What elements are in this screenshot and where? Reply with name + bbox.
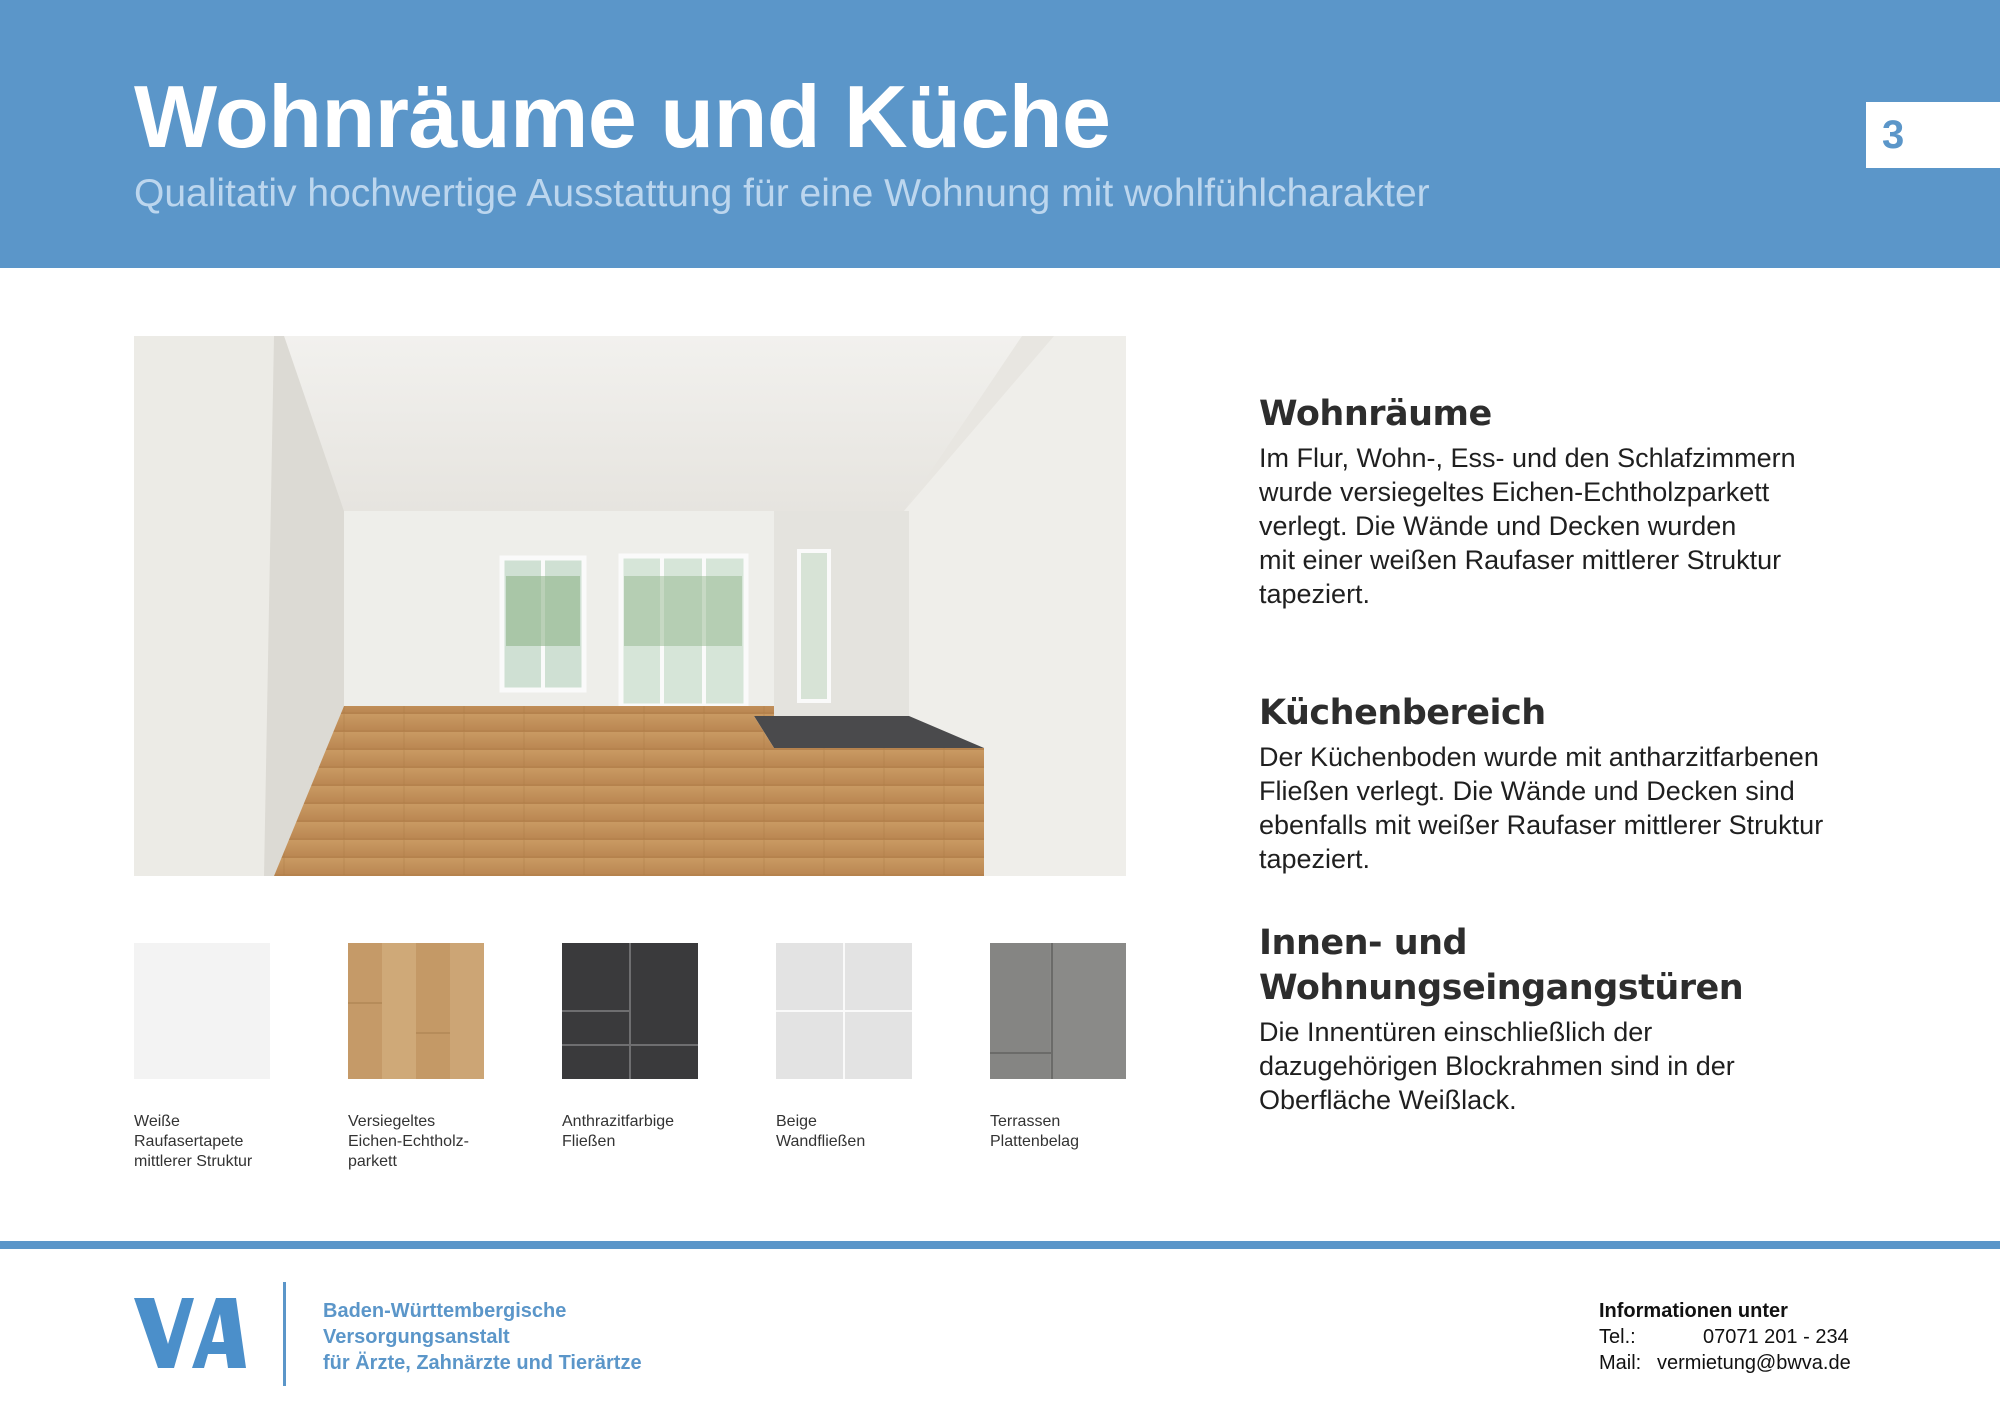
section-body: Der Küchenboden wurde mit antharzitfarbenen Fließen verlegt. Die Wände und Decken sind ebenfalls mit weißer Raufaser mittlerer Struktur tapeziert. — [1259, 742, 1824, 874]
section-wohnraeume — [1259, 392, 1899, 611]
header-banner — [0, 0, 2000, 268]
bwva-logo — [134, 1296, 246, 1370]
swatch-oak-parquet — [348, 943, 484, 1079]
footer-divider — [0, 1241, 2000, 1249]
section-kuechenbereich — [1259, 691, 1899, 876]
swatch-label-terrace-paving: Terrassen Plattenbelag — [990, 1113, 1079, 1150]
white-wallpaper-icon — [134, 943, 270, 1079]
contact-info — [1599, 1298, 1851, 1376]
swatch-white-wallpaper — [134, 943, 270, 1079]
page-title: Wohnräume und Küche — [134, 67, 1111, 166]
mail-row — [1599, 1350, 1851, 1376]
phone-row — [1599, 1324, 1851, 1350]
living-room-illustration — [134, 336, 1126, 876]
section-body: Im Flur, Wohn-, Ess- und den Schlafzimmern wurde versiegeltes Eichen-Echtholzparkett verlegt. Die Wände und Decken wurden mit einer weißen Raufaser mittlerer Struktur tapeziert. — [1259, 443, 1796, 609]
anthracite-tiles-icon — [562, 943, 698, 1079]
swatch-label-white-wallpaper: Weiße Raufasertapete mittlerer Struktur — [134, 1113, 253, 1170]
section-tueren — [1259, 921, 1899, 1117]
terrace-paving-icon — [990, 943, 1126, 1079]
section-body: Die Innentüren einschließlich der dazugehörigen Blockrahmen sind in der Oberfläche Weißlack. — [1259, 1017, 1735, 1115]
section-heading: Küchenbereich — [1259, 693, 1546, 733]
logo-icon — [134, 1296, 246, 1370]
phone-number[interactable]: 07071 201 - 234 — [1703, 1326, 1849, 1348]
mail-address[interactable]: vermietung@bwva.de — [1657, 1352, 1851, 1374]
room-photo — [134, 336, 1126, 876]
swatch-beige-wall-tiles — [776, 943, 912, 1079]
swatch-terrace-paving — [990, 943, 1126, 1079]
page-number: 3 — [1866, 102, 2000, 168]
beige-wall-tiles-icon — [776, 943, 912, 1079]
section-heading: Innen- und Wohnungseingangstüren — [1259, 923, 1744, 1008]
contact-heading: Informationen unter — [1599, 1300, 1788, 1322]
logo-divider — [283, 1282, 286, 1386]
swatch-label-anthracite-tiles: Anthrazitfarbige Fließen — [562, 1113, 675, 1150]
section-heading: Wohnräume — [1259, 394, 1492, 434]
phone-label: Tel.: — [1599, 1326, 1636, 1348]
swatch-label-oak-parquet: Versiegeltes Eichen-Echtholz- parkett — [348, 1113, 469, 1170]
page-subtitle: Qualitativ hochwertige Ausstattung für eine Wohnung mit wohlfühlcharakter — [134, 172, 1430, 215]
oak-parquet-icon — [348, 943, 484, 1079]
swatch-label-beige-wall-tiles: Beige Wandfließen — [776, 1113, 866, 1150]
organization-name: Baden-Württembergische Versorgungsanstalt für Ärzte, Zahnärzte und Tierärtze — [323, 1300, 642, 1374]
mail-label: Mail: — [1599, 1352, 1642, 1374]
swatch-anthracite-tiles — [562, 943, 698, 1079]
